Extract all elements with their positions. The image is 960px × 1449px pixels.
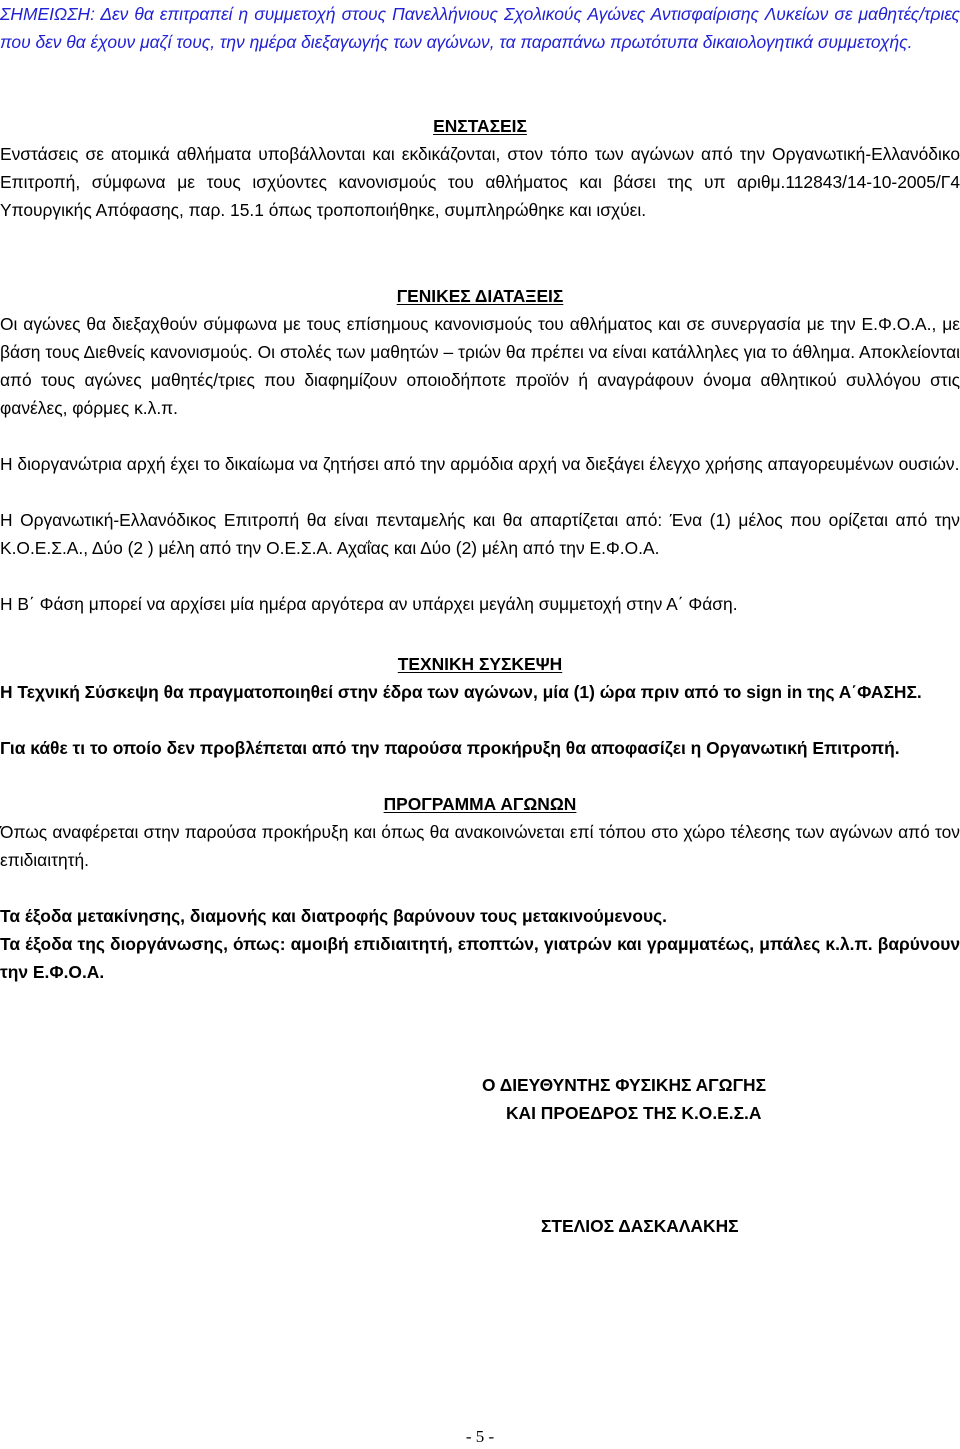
- signature-title-line-1: Ο ΔΙΕΥΘΥΝΤΗΣ ΦΥΣΙΚΗΣ ΑΓΩΓΗΣ: [482, 1075, 767, 1095]
- general-provisions-paragraph-4: Η Β΄ Φάση μπορεί να αρχίσει μία ημέρα αργότερα αν υπάρχει μεγάλη συμμετοχή στην Α΄ Φάση.: [0, 594, 738, 614]
- expenses-paragraph-2: Τα έξοδα της διοργάνωσης, όπως: αμοιβή επιδιαιτητή, εποπτών, γιατρών και γραμματέως, μπάλες κ.λ.π. βαρύνουν την Ε.Φ.Ο.Α.: [0, 934, 960, 982]
- objections-heading: ΕΝΣΤΑΣΕΙΣ: [433, 116, 527, 136]
- notice-paragraph: ΣΗΜΕΙΩΣΗ: Δεν θα επιτραπεί η συμμετοχή στους Πανελλήνιους Σχολικούς Αγώνες Αντισφαίρισης Λυκείων σε μαθητές/τριες που δεν θα έχουν μαζί τους, την ημέρα διεξαγωγής των αγώνων, τα παραπάνω πρωτότυπα δικαιολογητικά συμμετοχής.: [0, 4, 960, 52]
- technical-meeting-heading: ΤΕΧΝΙΚΗ ΣΥΣΚΕΨΗ: [397, 654, 563, 674]
- technical-meeting-paragraph-1: Η Τεχνική Σύσκεψη θα πραγματοποιηθεί στην έδρα των αγώνων, μία (1) ώρα πριν από το sign in της Α΄ΦΑΣΗΣ.: [0, 682, 922, 702]
- technical-meeting-paragraph-2: Για κάθε τι το οποίο δεν προβλέπεται από την παρούσα προκήρυξη θα αποφασίζει η Οργανωτική Επιτροπή.: [0, 738, 900, 758]
- signature-title-line-2: ΚΑΙ ΠΡΟΕΔΡΟΣ ΤΗΣ Κ.Ο.Ε.Σ.Α: [506, 1103, 762, 1123]
- program-heading: ΠΡΟΓΡΑΜΜΑ ΑΓΩΝΩΝ: [383, 794, 577, 814]
- general-provisions-paragraph-1: Οι αγώνες θα διεξαχθούν σύμφωνα με τους επίσημους κανονισμούς του αθλήματος και σε συνεργασία με την Ε.Φ.Ο.Α., με βάση τους Διεθνείς κανονισμούς. Οι στολές των μαθητών – τριών θα πρέπει να είναι κατάλληλες για το άθλημα. Αποκλείονται από τους αγώνες μαθητές/τριες που διαφημίζουν οποιοδήποτε προϊόν ή αναγράφουν όνομα αθλητικού συλλόγου στις φανέλες, φόρμες κ.λ.π.: [0, 314, 960, 418]
- general-provisions-heading: ΓΕΝΙΚΕΣ ΔΙΑΤΑΞΕΙΣ: [396, 286, 564, 306]
- page-number: - 5 -: [465, 1427, 495, 1446]
- expenses-paragraph-1: Τα έξοδα μετακίνησης, διαμονής και διατροφής βαρύνουν τους μετακινούμενους.: [0, 906, 667, 926]
- general-provisions-paragraph-3: Η Οργανωτική-Ελλανόδικος Επιτροπή θα είναι πενταμελής και θα απαρτίζεται από: Ένα (1) μέλος που ορίζεται από την Κ.Ο.Ε.Σ.Α., Δύο (2 ) μέλη από την Ο.Ε.Σ.Α. Αχαΐας και Δύο (2) μέλη από την Ε.Φ.Ο.Α.: [0, 510, 960, 558]
- signature-name: ΣΤΕΛΙΟΣ ΔΑΣΚΑΛΑΚΗΣ: [541, 1216, 739, 1236]
- program-paragraph: Όπως αναφέρεται στην παρούσα προκήρυξη και όπως θα ανακοινώνεται επί τόπου στο χώρο τέλεσης των αγώνων από τον επιδιαιτητή.: [0, 822, 960, 870]
- general-provisions-paragraph-2: Η διοργανώτρια αρχή έχει το δικαίωμα να ζητήσει από την αρμόδια αρχή να διεξάγει έλεγχο χρήσης απαγορευμένων ουσιών.: [0, 454, 960, 474]
- objections-paragraph: Ενστάσεις σε ατομικά αθλήματα υποβάλλονται και εκδικάζονται, στον τόπο των αγώνων από την Οργανωτική-Ελλανόδικο Επιτροπή, σύμφωνα με τους ισχύοντες κανονισμούς του αθλήματος και βάσει της υπ αριθμ.112843/14-10-2005/Γ4 Υπουργικής Απόφασης, παρ. 15.1 όπως τροποποιήθηκε, συμπληρώθηκε και ισχύει.: [0, 144, 960, 220]
